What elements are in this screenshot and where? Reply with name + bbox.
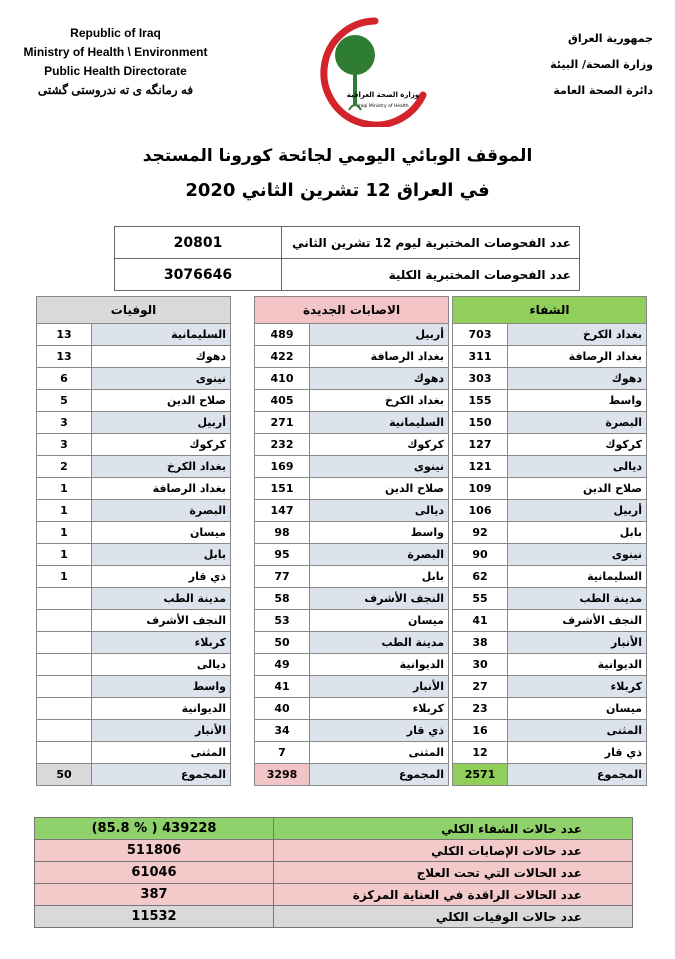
new-cases-row xyxy=(255,412,449,434)
deaths-province: الأنبار xyxy=(92,720,231,742)
deaths-province: دهوك xyxy=(92,346,231,368)
recovered-province: السليمانية xyxy=(508,566,647,588)
recovered-row xyxy=(453,390,647,412)
new-cases-row xyxy=(255,566,449,588)
new-cases-row xyxy=(255,346,449,368)
deaths-province: واسط xyxy=(92,676,231,698)
header-arabic xyxy=(503,26,653,104)
ministry-logo xyxy=(305,15,435,127)
deaths-row xyxy=(37,390,231,412)
recovered-row xyxy=(453,500,647,522)
new-cases-count: 53 xyxy=(255,610,310,632)
new-cases-province: ميسان xyxy=(310,610,449,632)
recovered-row xyxy=(453,588,647,610)
recovered-province: النجف الأشرف xyxy=(508,610,647,632)
recovered-count: 92 xyxy=(453,522,508,544)
new-cases-row xyxy=(255,456,449,478)
new-cases-row xyxy=(255,676,449,698)
daily-tests-row xyxy=(115,227,580,259)
recovered-count: 127 xyxy=(453,434,508,456)
new-cases-row xyxy=(255,610,449,632)
recovered-count: 150 xyxy=(453,412,508,434)
new-cases-header: الاصابات الجديدة xyxy=(255,297,449,324)
new-cases-province: ديالى xyxy=(310,500,449,522)
new-cases-count: 49 xyxy=(255,654,310,676)
recovered-count: 106 xyxy=(453,500,508,522)
deaths-row xyxy=(37,720,231,742)
new-cases-province: الأنبار xyxy=(310,676,449,698)
deaths-row xyxy=(37,456,231,478)
summary-label: عدد الحالات التي تحت العلاج xyxy=(274,862,633,884)
deaths-count xyxy=(37,654,92,676)
recovered-row xyxy=(453,324,647,346)
deaths-province: مدينة الطب xyxy=(92,588,231,610)
deaths-province: بابل xyxy=(92,544,231,566)
deaths-count: 13 xyxy=(37,346,92,368)
summary-label: عدد حالات الوفيات الكلي xyxy=(274,906,633,928)
daily-tests-label: عدد الفحوصات المختبرية ليوم 12 تشرين الثاني xyxy=(282,227,580,259)
new-cases-count: 405 xyxy=(255,390,310,412)
recovered-row xyxy=(453,720,647,742)
new-cases-count: 271 xyxy=(255,412,310,434)
new-cases-province: أربيل xyxy=(310,324,449,346)
summary-value: 511806 xyxy=(35,840,274,862)
new-cases-row xyxy=(255,742,449,764)
new-cases-count: 40 xyxy=(255,698,310,720)
recovered-province: الأنبار xyxy=(508,632,647,654)
summary-label: عدد حالات الإصابات الكلي xyxy=(274,840,633,862)
new-cases-row xyxy=(255,390,449,412)
new-cases-row xyxy=(255,522,449,544)
new-cases-total-value: 3298 xyxy=(255,764,310,786)
summary-table xyxy=(34,817,633,928)
recovered-count: 23 xyxy=(453,698,508,720)
summary-value: (85.8 % ) 439228 xyxy=(35,818,274,840)
deaths-province: الديوانية xyxy=(92,698,231,720)
new-cases-row xyxy=(255,544,449,566)
header-en-line-3: Public Health Directorate xyxy=(44,64,187,78)
recovered-count: 155 xyxy=(453,390,508,412)
new-cases-count: 169 xyxy=(255,456,310,478)
deaths-row xyxy=(37,698,231,720)
recovered-count: 62 xyxy=(453,566,508,588)
recovered-total-value: 2571 xyxy=(453,764,508,786)
new-cases-count: 7 xyxy=(255,742,310,764)
header-en-line-1: Republic of Iraq xyxy=(70,26,161,40)
new-cases-province: كربلاء xyxy=(310,698,449,720)
total-tests-value: 3076646 xyxy=(115,259,282,291)
new-cases-province: ذي قار xyxy=(310,720,449,742)
summary-row xyxy=(35,818,633,840)
new-cases-count: 98 xyxy=(255,522,310,544)
deaths-row xyxy=(37,742,231,764)
new-cases-row xyxy=(255,588,449,610)
new-cases-province: بغداد الكرخ xyxy=(310,390,449,412)
recovered-row xyxy=(453,610,647,632)
summary-row xyxy=(35,884,633,906)
header-en-line-4: فه رمانگه ى ته ندروستى گشتى xyxy=(37,83,194,97)
deaths-province: المثنى xyxy=(92,742,231,764)
summary-value: 61046 xyxy=(35,862,274,884)
new-cases-row xyxy=(255,720,449,742)
recovered-row xyxy=(453,632,647,654)
deaths-count: 1 xyxy=(37,500,92,522)
deaths-row xyxy=(37,324,231,346)
lab-tests-table xyxy=(114,226,580,291)
deaths-count: 2 xyxy=(37,456,92,478)
summary-value: 11532 xyxy=(35,906,274,928)
deaths-province: أربيل xyxy=(92,412,231,434)
deaths-total-label: المجموع xyxy=(92,764,231,786)
recovered-province: بابل xyxy=(508,522,647,544)
new-cases-row xyxy=(255,698,449,720)
report-title: الموقف الوبائي اليومي لجائحة كورونا المستجد xyxy=(142,146,533,166)
header-english xyxy=(8,24,223,100)
recovered-row xyxy=(453,698,647,720)
deaths-count xyxy=(37,632,92,654)
deaths-total-value: 50 xyxy=(37,764,92,786)
new-cases-province: البصرة xyxy=(310,544,449,566)
recovered-count: 55 xyxy=(453,588,508,610)
recovered-row xyxy=(453,676,647,698)
logo-subtext: Iraqi Ministry of Health xyxy=(357,104,409,109)
recovered-row xyxy=(453,654,647,676)
new-cases-table xyxy=(254,296,449,786)
new-cases-province: دهوك xyxy=(310,368,449,390)
recovered-count: 30 xyxy=(453,654,508,676)
new-cases-province: صلاح الدين xyxy=(310,478,449,500)
recovered-province: مدينة الطب xyxy=(508,588,647,610)
new-cases-row xyxy=(255,478,449,500)
recovered-province: المثنى xyxy=(508,720,647,742)
recovered-row xyxy=(453,566,647,588)
new-cases-row xyxy=(255,368,449,390)
new-cases-count: 50 xyxy=(255,632,310,654)
recovered-row xyxy=(453,412,647,434)
recovered-province: الديوانية xyxy=(508,654,647,676)
header-ar-line-1: جمهورية العراق xyxy=(568,32,653,45)
new-cases-row xyxy=(255,324,449,346)
recovered-row xyxy=(453,544,647,566)
new-cases-province: السليمانية xyxy=(310,412,449,434)
deaths-row xyxy=(37,478,231,500)
recovered-count: 27 xyxy=(453,676,508,698)
new-cases-count: 151 xyxy=(255,478,310,500)
deaths-count xyxy=(37,698,92,720)
deaths-total-row xyxy=(37,764,231,786)
new-cases-province: النجف الأشرف xyxy=(310,588,449,610)
new-cases-total-label: المجموع xyxy=(310,764,449,786)
deaths-province: ديالى xyxy=(92,654,231,676)
deaths-count: 1 xyxy=(37,544,92,566)
new-cases-province: بغداد الرصافة xyxy=(310,346,449,368)
deaths-province: ذي قار xyxy=(92,566,231,588)
recovered-province: بغداد الرصافة xyxy=(508,346,647,368)
deaths-row xyxy=(37,654,231,676)
deaths-row xyxy=(37,676,231,698)
deaths-count xyxy=(37,610,92,632)
new-cases-row xyxy=(255,500,449,522)
new-cases-province: كركوك xyxy=(310,434,449,456)
recovered-count: 90 xyxy=(453,544,508,566)
deaths-province: النجف الأشرف xyxy=(92,610,231,632)
recovered-province: بغداد الكرخ xyxy=(508,324,647,346)
deaths-province: ميسان xyxy=(92,522,231,544)
summary-value: 387 xyxy=(35,884,274,906)
deaths-count: 1 xyxy=(37,522,92,544)
new-cases-count: 489 xyxy=(255,324,310,346)
new-cases-count: 95 xyxy=(255,544,310,566)
recovered-row xyxy=(453,478,647,500)
deaths-count: 5 xyxy=(37,390,92,412)
deaths-province: كربلاء xyxy=(92,632,231,654)
recovered-row xyxy=(453,346,647,368)
recovered-province: ذي قار xyxy=(508,742,647,764)
deaths-count xyxy=(37,742,92,764)
recovered-row xyxy=(453,434,647,456)
total-tests-row xyxy=(115,259,580,291)
deaths-count: 3 xyxy=(37,412,92,434)
new-cases-count: 232 xyxy=(255,434,310,456)
new-cases-province: المثنى xyxy=(310,742,449,764)
new-cases-count: 41 xyxy=(255,676,310,698)
recovered-count: 109 xyxy=(453,478,508,500)
header-en-line-2: Ministry of Health \ Environment xyxy=(23,45,208,59)
recovered-count: 303 xyxy=(453,368,508,390)
new-cases-row xyxy=(255,434,449,456)
new-cases-province: مدينة الطب xyxy=(310,632,449,654)
header-ar-line-2: وزارة الصحة/ البيئة xyxy=(550,58,653,71)
recovered-header: الشفاء xyxy=(453,297,647,324)
recovered-count: 41 xyxy=(453,610,508,632)
deaths-row xyxy=(37,566,231,588)
deaths-province: بغداد الرصافة xyxy=(92,478,231,500)
deaths-table xyxy=(36,296,231,786)
new-cases-count: 147 xyxy=(255,500,310,522)
deaths-count: 1 xyxy=(37,478,92,500)
recovered-province: كربلاء xyxy=(508,676,647,698)
recovered-count: 121 xyxy=(453,456,508,478)
deaths-count xyxy=(37,720,92,742)
new-cases-row xyxy=(255,632,449,654)
deaths-province: كركوك xyxy=(92,434,231,456)
recovered-count: 703 xyxy=(453,324,508,346)
deaths-row xyxy=(37,632,231,654)
recovered-table xyxy=(452,296,647,786)
recovered-count: 12 xyxy=(453,742,508,764)
new-cases-count: 34 xyxy=(255,720,310,742)
deaths-row xyxy=(37,368,231,390)
new-cases-total-row xyxy=(255,764,449,786)
deaths-count: 3 xyxy=(37,434,92,456)
deaths-count: 6 xyxy=(37,368,92,390)
summary-row xyxy=(35,906,633,928)
daily-tests-value: 20801 xyxy=(115,227,282,259)
summary-row xyxy=(35,840,633,862)
recovered-province: صلاح الدين xyxy=(508,478,647,500)
recovered-province: واسط xyxy=(508,390,647,412)
recovered-province: أربيل xyxy=(508,500,647,522)
deaths-count: 1 xyxy=(37,566,92,588)
deaths-row xyxy=(37,500,231,522)
deaths-count: 13 xyxy=(37,324,92,346)
recovered-count: 311 xyxy=(453,346,508,368)
deaths-count xyxy=(37,588,92,610)
deaths-province: بغداد الكرخ xyxy=(92,456,231,478)
recovered-count: 16 xyxy=(453,720,508,742)
logo-text: وزارة الصحة العراقية xyxy=(346,91,420,99)
deaths-count xyxy=(37,676,92,698)
new-cases-province: بابل xyxy=(310,566,449,588)
new-cases-count: 77 xyxy=(255,566,310,588)
deaths-row xyxy=(37,610,231,632)
recovered-row xyxy=(453,456,647,478)
deaths-row xyxy=(37,544,231,566)
report-date-title: في العراق 12 تشرين الثاني 2020 xyxy=(185,180,490,201)
new-cases-province: الديوانية xyxy=(310,654,449,676)
new-cases-row xyxy=(255,654,449,676)
new-cases-count: 58 xyxy=(255,588,310,610)
recovered-province: ميسان xyxy=(508,698,647,720)
recovered-total-label: المجموع xyxy=(508,764,647,786)
recovered-province: نينوى xyxy=(508,544,647,566)
deaths-row xyxy=(37,346,231,368)
deaths-header: الوفيات xyxy=(37,297,231,324)
new-cases-province: واسط xyxy=(310,522,449,544)
recovered-province: كركوك xyxy=(508,434,647,456)
recovered-row xyxy=(453,368,647,390)
recovered-total-row xyxy=(453,764,647,786)
summary-label: عدد الحالات الراقدة في العناية المركزة xyxy=(274,884,633,906)
recovered-province: ديالى xyxy=(508,456,647,478)
summary-label: عدد حالات الشفاء الكلي xyxy=(274,818,633,840)
new-cases-count: 410 xyxy=(255,368,310,390)
recovered-province: دهوك xyxy=(508,368,647,390)
new-cases-count: 422 xyxy=(255,346,310,368)
deaths-row xyxy=(37,522,231,544)
summary-row xyxy=(35,862,633,884)
total-tests-label: عدد الفحوصات المختبرية الكلية xyxy=(282,259,580,291)
deaths-province: صلاح الدين xyxy=(92,390,231,412)
recovered-province: البصرة xyxy=(508,412,647,434)
deaths-row xyxy=(37,588,231,610)
recovered-row xyxy=(453,742,647,764)
deaths-row xyxy=(37,434,231,456)
deaths-province: السليمانية xyxy=(92,324,231,346)
new-cases-province: نينوى xyxy=(310,456,449,478)
recovered-row xyxy=(453,522,647,544)
header-ar-line-3: دائرة الصحة العامة xyxy=(553,84,653,97)
deaths-province: البصرة xyxy=(92,500,231,522)
deaths-province: نينوى xyxy=(92,368,231,390)
recovered-count: 38 xyxy=(453,632,508,654)
deaths-row xyxy=(37,412,231,434)
